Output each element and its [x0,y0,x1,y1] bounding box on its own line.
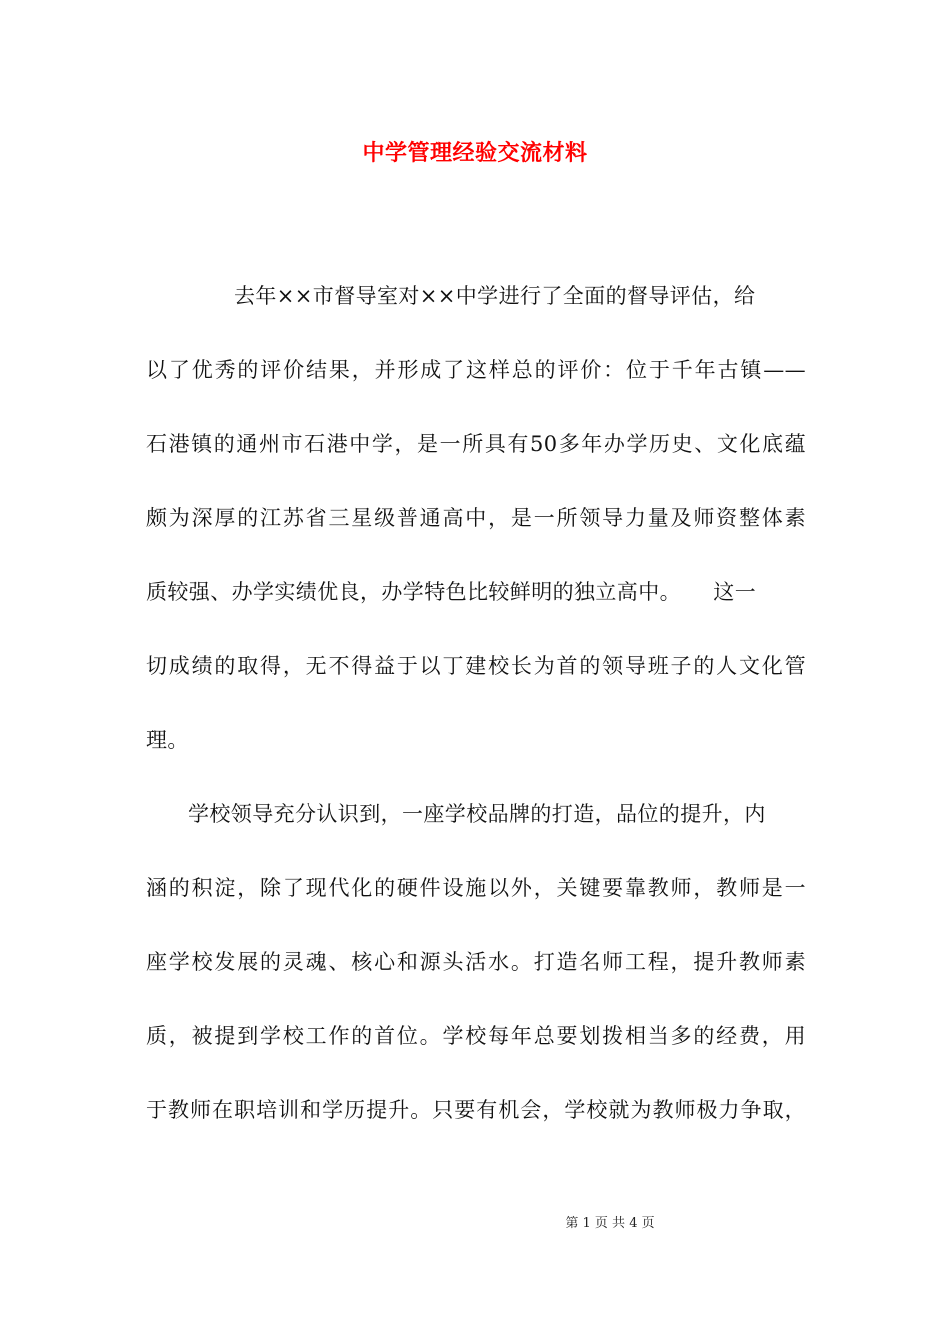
paragraph-line: 以了优秀的评价结果，并形成了这样总的评价：位于千年古镇—— [146,358,806,382]
paragraph-line: 石港镇的通州市石港中学，是一所具有50多年办学历史、文化底蕴 [146,432,806,456]
paragraph-line: 质，被提到学校工作的首位。学校每年总要划拨相当多的经费，用 [146,1024,806,1048]
paragraph-line: 质较强、办学实绩优良，办学特色比较鲜明的独立高中。 这一 [146,580,757,604]
paragraph-line: 涵的积淀，除了现代化的硬件设施以外，关键要靠教师，教师是一 [146,876,806,900]
document-body [146,276,806,1164]
paragraph-line: 切成绩的取得，无不得益于以丁建校长为首的领导班子的人文化管 [146,654,806,678]
paragraph-line: 去年××市督导室对××中学进行了全面的督导评估，给 [234,284,756,308]
document-title: 中学管理经验交流材料 [362,140,588,166]
paragraph-line: 学校领导充分认识到，一座学校品牌的打造，品位的提升，内 [188,802,766,826]
page-number-footer: 第 1 页 共 4 页 [565,1216,655,1231]
paragraph-line: 颇为深厚的江苏省三星级普通高中，是一所领导力量及师资整体素 [146,506,806,530]
paragraph-line: 于教师在职培训和学历提升。只要有机会，学校就为教师极力争取， [146,1098,806,1122]
paragraph-line: 理。 [146,728,189,752]
paragraph-line: 座学校发展的灵魂、核心和源头活水。打造名师工程，提升教师素 [146,950,806,974]
